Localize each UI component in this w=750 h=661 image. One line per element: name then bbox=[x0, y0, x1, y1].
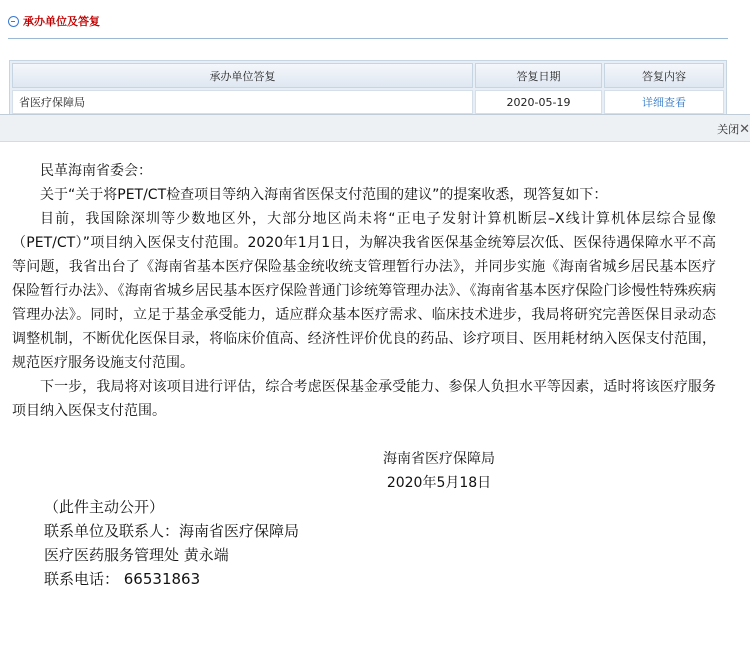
letter-greeting: 民革海南省委会： bbox=[40, 163, 152, 179]
reply-detail-modal bbox=[0, 114, 750, 661]
close-button[interactable] bbox=[717, 121, 750, 137]
column-header-date: 答复日期 bbox=[475, 63, 602, 88]
view-detail-link[interactable]: 详细查看 bbox=[604, 90, 724, 114]
contact-phone: 联系电话： 66531863 bbox=[44, 570, 201, 588]
contact-department: 医疗医药服务管理处 黄永端 bbox=[44, 546, 229, 564]
column-header-unit: 承办单位答复 bbox=[12, 63, 473, 88]
section-divider bbox=[8, 38, 728, 39]
reply-unit-cell: 省医疗保障局 bbox=[12, 90, 473, 114]
reply-table bbox=[9, 60, 727, 117]
section-title: 承办单位及答复 bbox=[23, 15, 100, 28]
modal-title-bar bbox=[0, 115, 750, 142]
section-bullet-icon bbox=[8, 16, 19, 27]
close-label: 关闭 bbox=[717, 123, 740, 136]
signature-org: 海南省医疗保障局 bbox=[383, 451, 495, 467]
column-header-content: 答复内容 bbox=[604, 63, 724, 88]
x-icon: ✕ bbox=[739, 122, 750, 137]
letter-paragraph-1: 目前，我国除深圳等少数地区外，大部分地区尚未将“正电子发射计算机断层–X线计算机体层综合显像（PET/CT）”项目纳入医保支付范围。2020年1月1日，为解决我省医保基金统筹层次低、医保待遇保障水平不高等问题，我省出台了《海南省基本医疗保险基金统收统支管理暂行办法》，并同步实施《海南省城乡居民基本医疗保险暂行办法》、《海南省城乡居民基本医疗保险普通门诊统筹管理办法》、《海南省基本医疗保险门诊慢性特殊疾病管理办法》。同时，立足于基金承受能力，适应群众基本医疗需求、临床技术进步，我局将研究完善医保目录动态调整机制，不断优化医保目录，将临床价值高、经济性评价优良的药品、诊疗项目、医用耗材纳入医保支付范围，规范医疗服务设施支付范围。 bbox=[12, 211, 716, 371]
reply-letter bbox=[12, 159, 716, 591]
reply-date-cell: 2020-05-19 bbox=[475, 90, 602, 114]
letter-intro: 关于“关于将PET/CT检查项目等纳入海南省医保支付范围的建议”的提案收悉，现答复如下： bbox=[40, 187, 608, 203]
table-row bbox=[12, 90, 724, 114]
letter-paragraph-2: 下一步，我局将对该项目进行评估，综合考虑医保基金承受能力、参保人负担水平等因素，适时将该医疗服务项目纳入医保支付范围。 bbox=[12, 379, 716, 419]
section-header bbox=[8, 12, 100, 30]
signature-date: 2020年5月18日 bbox=[386, 475, 492, 491]
contact-unit: 联系单位及联系人：海南省医疗保障局 bbox=[44, 522, 300, 540]
table-header-row bbox=[12, 63, 724, 88]
public-note: （此件主动公开） bbox=[44, 498, 165, 516]
